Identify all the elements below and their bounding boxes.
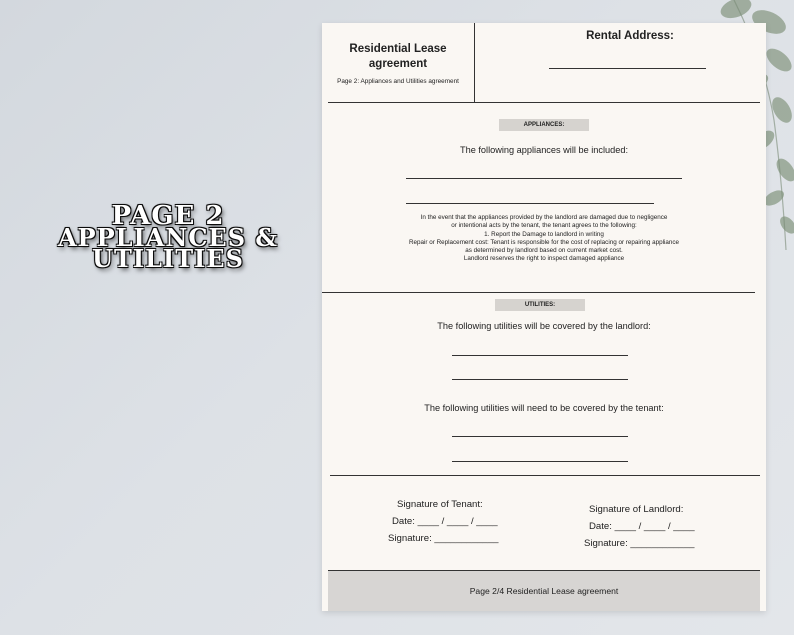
cover-title-line-3: UTILITIES xyxy=(92,244,244,273)
policy-line: or intentional acts by the tenant, the tenant agrees to the following: xyxy=(451,222,637,230)
policy-line: as determined by landlord based on current market cost. xyxy=(465,247,623,255)
policy-line: In the event that the appliances provided by the landlord are damaged due to negligence xyxy=(420,214,668,221)
header-divider xyxy=(328,102,760,103)
cover-title-line-2: APPLIANCES & xyxy=(57,223,279,252)
utilities-landlord-text: The following utilities will be covered by the landlord: xyxy=(437,321,651,331)
document-header xyxy=(322,23,474,102)
rental-address-field[interactable] xyxy=(549,68,706,69)
landlord-utilities-line-2[interactable] xyxy=(452,379,628,380)
landlord-date-field[interactable]: Date: ____ / ____ / ____ xyxy=(589,521,695,532)
header-divider-vertical xyxy=(474,23,475,102)
section-divider-utilities xyxy=(330,475,760,476)
landlord-signature-field[interactable]: Signature: ____________ xyxy=(584,538,695,549)
appliances-entry-line-1[interactable] xyxy=(406,178,682,179)
policy-line: 1. Report the Damage to landlord in writing xyxy=(484,230,604,238)
document-title: Residential Lease agreement xyxy=(349,43,447,70)
utilities-tenant-text: The following utilities will need to be covered by the tenant: xyxy=(424,403,664,413)
utilities-badge: UTILITIES: xyxy=(495,299,585,311)
landlord-utilities-line-1[interactable] xyxy=(452,355,628,356)
tenant-signature-block xyxy=(388,496,498,547)
appliances-damage-policy xyxy=(362,214,726,264)
landlord-signature-heading: Signature of Landlord: xyxy=(589,504,684,515)
tenant-signature-field[interactable]: Signature: ____________ xyxy=(388,533,499,544)
rental-address-label: Rental Address: xyxy=(586,30,674,42)
tenant-utilities-line-1[interactable] xyxy=(452,436,628,437)
policy-line: Landlord reserves the right to inspect damaged appliance xyxy=(463,255,625,263)
appliances-badge: APPLIANCES: xyxy=(499,119,589,131)
appliances-entry-line-2[interactable] xyxy=(406,203,654,204)
tenant-date-field[interactable]: Date: ____ / ____ / ____ xyxy=(392,516,498,527)
cover-title xyxy=(18,201,318,273)
page-footer xyxy=(328,571,760,611)
section-divider-appliances xyxy=(322,292,755,293)
policy-line: Repair or Replacement cost: Tenant is responsible for the cost of replacing or repairing appliance xyxy=(408,238,680,246)
cover-title-line-1: PAGE 2 xyxy=(111,201,225,231)
appliances-intro: The following appliances will be included: xyxy=(459,145,629,155)
footer-divider xyxy=(328,570,760,571)
landlord-signature-block xyxy=(584,501,695,552)
document-subtitle: Page 2: Appliances and Utilities agreement xyxy=(337,78,459,85)
footer-text: Page 2/4 Residential Lease agreement xyxy=(469,586,619,596)
tenant-utilities-line-2[interactable] xyxy=(452,461,628,462)
lease-document-page xyxy=(322,23,766,611)
tenant-signature-heading: Signature of Tenant: xyxy=(397,499,483,510)
